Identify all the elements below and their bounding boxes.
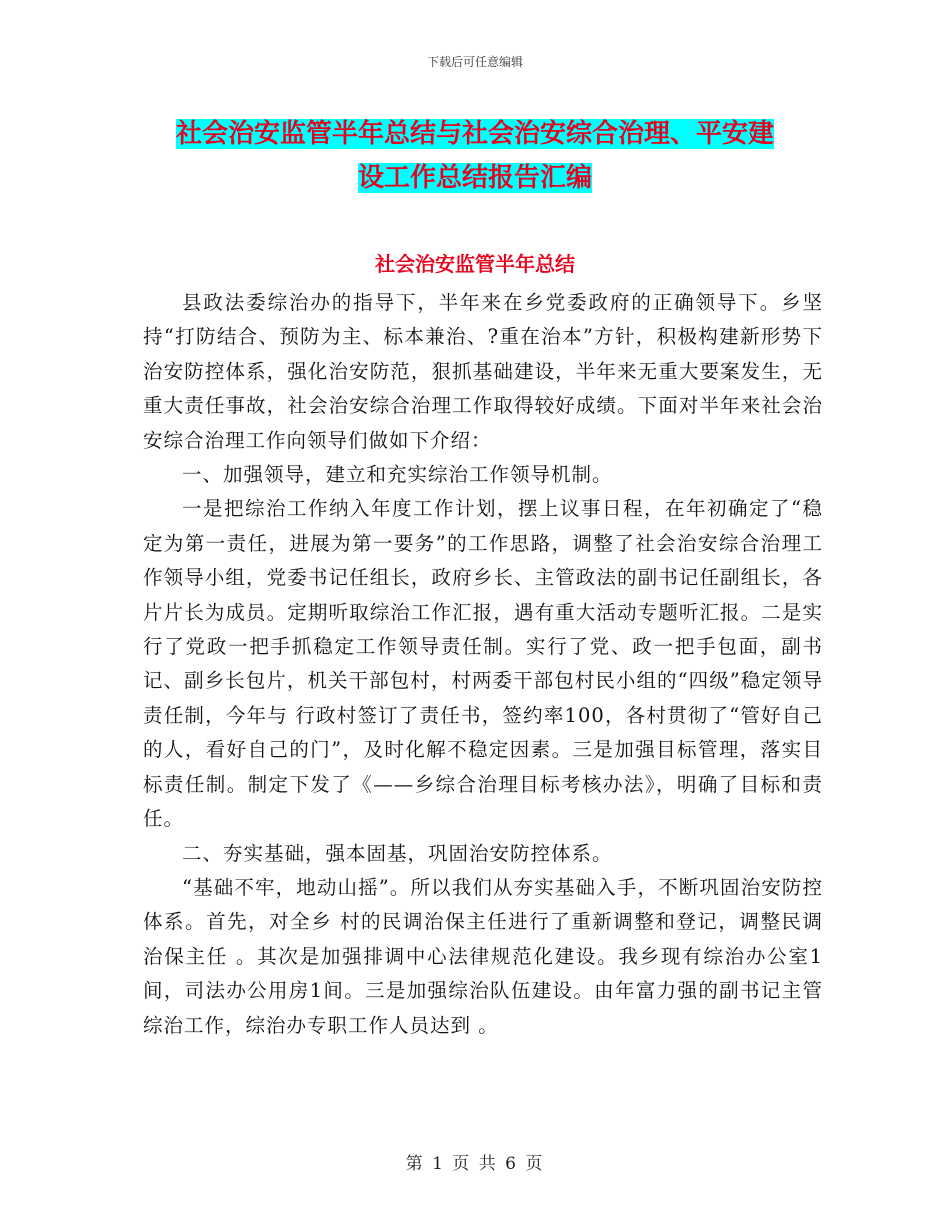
document-title [150, 112, 800, 200]
page-number-footer: 第 1 页 共 6 页 [405, 1154, 545, 1174]
section-title: 社会治安监管半年总结 [375, 252, 575, 276]
document-body [143, 286, 823, 1043]
document-title-line-2: 设工作总结报告汇编 [357, 163, 592, 193]
document-title-line-1: 社会治安监管半年总结与社会治安综合治理、平安建 [175, 119, 774, 149]
paragraph-heading-2: 二、夯实基础，强本固基，巩固治安防控体系。 [182, 841, 613, 865]
paragraph-foundation: “基础不牢，地动山摇”。所以我们从夯实基础入手，不断巩固治安防控体系。首先，对全乡 村的民调治保主任进行了重新调整和登记，调整民调治保主任 。其次是加强排调中心法律规范化建设。我乡现有综治办公室1间，司法办公用房1间。三是加强综治队伍建设。由年富力强的副书记主管综治工作，综治办专职工作人员达到 。 [143, 875, 823, 1037]
page-header-note: 下载后可任意编辑 [426, 55, 523, 69]
paragraph-leadership: 一是把综治工作纳入年度工作计划，摆上议事日程，在年初确定了“稳定为第一责任，进展为第一要务”的工作思路，调整了社会治安综合治理工作领导小组，党委书记任组长，政府乡长、主管政法的副书记任副组长，各片片长为成员。定期听取综治工作汇报，遇有重大活动专题听汇报。二是实行了党政一把手抓稳定工作领导责任制。实行了党、政一把手包面，副书记、副乡长包片，机关干部包村，村两委干部包村民小组的“四级”稳定领导责任制，今年与 行政村签订了责任书，签约率100，各村贯彻了“管好自己的人，看好自己的门”，及时化解不稳定因素。三是加强目标管理，落实目标责任制。制定下发了《——乡综合治理目标考核办法》，明确了目标和责任。 [143, 497, 823, 831]
paragraph-heading-1: 一、加强领导，建立和充实综治工作领导机制。 [182, 463, 613, 487]
paragraph-intro: 县政法委综治办的指导下，半年来在乡党委政府的正确领导下。乡坚持“打防结合、预防为主、标本兼治、?重在治本”方针，积极构建新形势下治安防控体系，强化治安防范，狠抓基础建设，半年来无重大要案发生，无重大责任事故，社会治安综合治理工作取得较好成绩。下面对半年来社会治安综合治理工作向领导们做如下介绍： [143, 291, 823, 452]
